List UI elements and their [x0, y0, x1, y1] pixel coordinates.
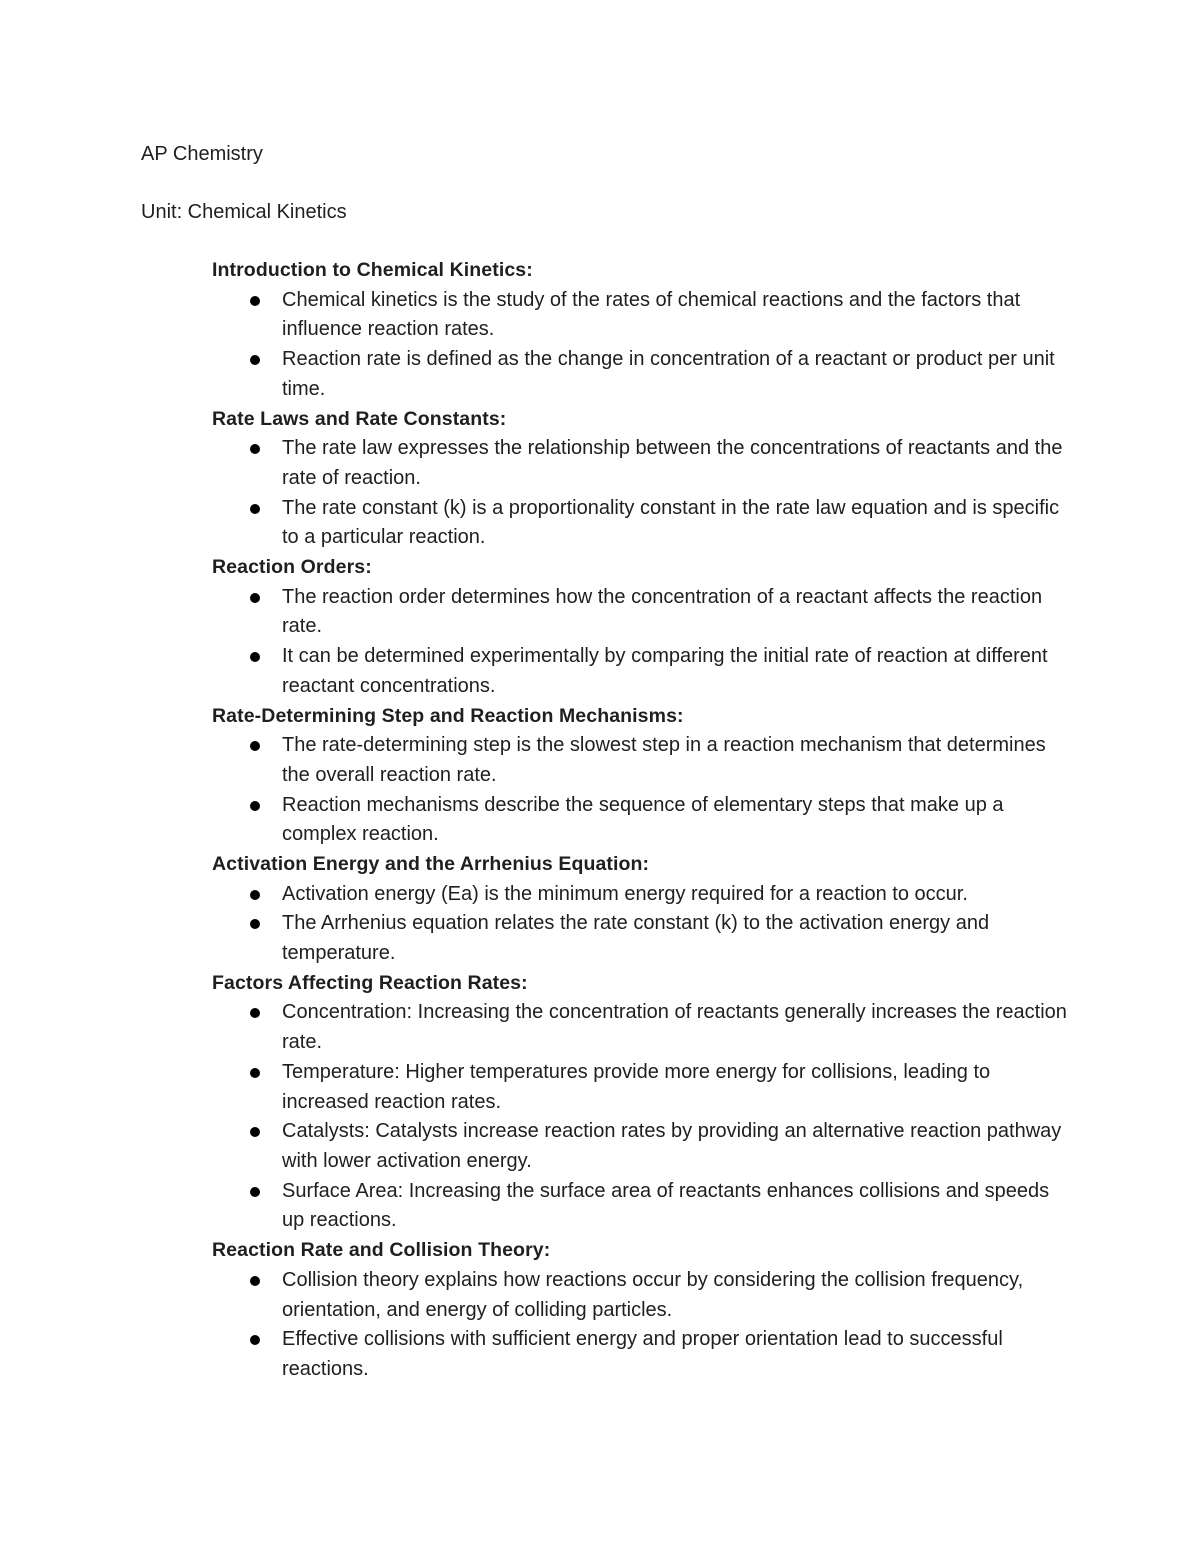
bullet-text: The rate law expresses the relationship between the concentrations of reactants and the rate of reaction. [282, 437, 1063, 489]
bullet-dot-icon [250, 1276, 260, 1286]
list-item [212, 1058, 1072, 1117]
section-factors [212, 969, 1072, 1236]
bullet-dot-icon [250, 296, 260, 306]
list-item [212, 791, 1072, 850]
bullet-list [212, 434, 1072, 553]
section-heading: Factors Affecting Reaction Rates: [212, 971, 528, 994]
section-activation-energy [212, 850, 1072, 969]
bullet-text: It can be determined experimentally by comparing the initial rate of reaction at different reactant concentrations. [282, 645, 1048, 697]
bullet-dot-icon [250, 504, 260, 514]
section-rate-laws [212, 405, 1072, 554]
bullet-text: Reaction rate is defined as the change in concentration of a reactant or product per unit time. [282, 348, 1055, 400]
course-title: AP Chemistry [141, 143, 263, 165]
notes-content [212, 256, 1072, 1385]
section-heading: Introduction to Chemical Kinetics: [212, 259, 533, 281]
bullet-text: The Arrhenius equation relates the rate constant (k) to the activation energy and temperature. [282, 912, 990, 965]
bullet-dot-icon [250, 652, 260, 662]
bullet-dot-icon [250, 355, 260, 365]
section-heading: Rate-Determining Step and Reaction Mechanisms: [212, 704, 684, 727]
bullet-list [212, 1266, 1072, 1385]
list-item [212, 880, 1072, 910]
list-item [212, 998, 1072, 1057]
section-intro [212, 256, 1072, 405]
section-rate-determining-step [212, 702, 1072, 851]
bullet-text: Activation energy (Ea) is the minimum energy required for a reaction to occur. [282, 882, 968, 905]
bullet-text: Temperature: Higher temperatures provide more energy for collisions, leading to increased reaction rates. [282, 1060, 991, 1113]
bullet-dot-icon [250, 444, 260, 454]
list-item [212, 642, 1072, 701]
section-heading: Rate Laws and Rate Constants: [212, 407, 507, 430]
bullet-dot-icon [250, 1127, 260, 1137]
section-heading: Reaction Rate and Collision Theory: [212, 1239, 551, 1262]
bullet-text: Surface Area: Increasing the surface area of reactants enhances collisions and speeds up reactions. [282, 1179, 1050, 1232]
bullet-dot-icon [250, 593, 260, 603]
bullet-text: Collision theory explains how reactions occur by considering the collision frequency, orientation, and energy of colliding particles. [282, 1268, 1024, 1321]
section-heading: Activation Energy and the Arrhenius Equation: [212, 853, 650, 875]
bullet-list [212, 880, 1072, 969]
bullet-dot-icon [250, 1068, 260, 1078]
bullet-dot-icon [250, 741, 260, 751]
bullet-text: Concentration: Increasing the concentration of reactants generally increases the reaction rate. [282, 1001, 1067, 1054]
bullet-dot-icon [250, 1008, 260, 1018]
bullet-list [212, 286, 1072, 405]
list-item [212, 1177, 1072, 1236]
list-item [212, 909, 1072, 968]
section-heading: Reaction Orders: [212, 556, 372, 578]
bullet-dot-icon [250, 1335, 260, 1345]
unit-title: Unit: Chemical Kinetics [141, 201, 347, 223]
bullet-list [212, 998, 1072, 1236]
bullet-text: Effective collisions with sufficient energy and proper orientation lead to successful reactions. [282, 1328, 1003, 1380]
bullet-dot-icon [250, 890, 260, 900]
bullet-text: Catalysts: Catalysts increase reaction rates by providing an alternative reaction pathway with lower activation energy. [282, 1120, 1062, 1172]
list-item [212, 286, 1072, 345]
section-reaction-orders [212, 553, 1072, 702]
bullet-text: The rate-determining step is the slowest step in a reaction mechanism that determines the overall reaction rate. [282, 734, 1046, 786]
list-item [212, 434, 1072, 493]
list-item [212, 731, 1072, 790]
section-collision-theory [212, 1236, 1072, 1385]
bullet-dot-icon [250, 919, 260, 929]
bullet-text: Reaction mechanisms describe the sequence of elementary steps that make up a complex reaction. [282, 793, 1004, 846]
list-item [212, 494, 1072, 553]
list-item [212, 1117, 1072, 1176]
bullet-list [212, 583, 1072, 702]
bullet-dot-icon [250, 1187, 260, 1197]
list-item [212, 345, 1072, 404]
bullet-list [212, 731, 1072, 850]
bullet-text: The rate constant (k) is a proportionality constant in the rate law equation and is specific to a particular reaction. [282, 496, 1060, 549]
list-item [212, 583, 1072, 642]
bullet-text: Chemical kinetics is the study of the rates of chemical reactions and the factors that influence reaction rates. [282, 288, 1021, 341]
list-item [212, 1325, 1072, 1384]
bullet-text: The reaction order determines how the concentration of a reactant affects the reaction rate. [282, 585, 1043, 638]
bullet-dot-icon [250, 801, 260, 811]
list-item [212, 1266, 1072, 1325]
